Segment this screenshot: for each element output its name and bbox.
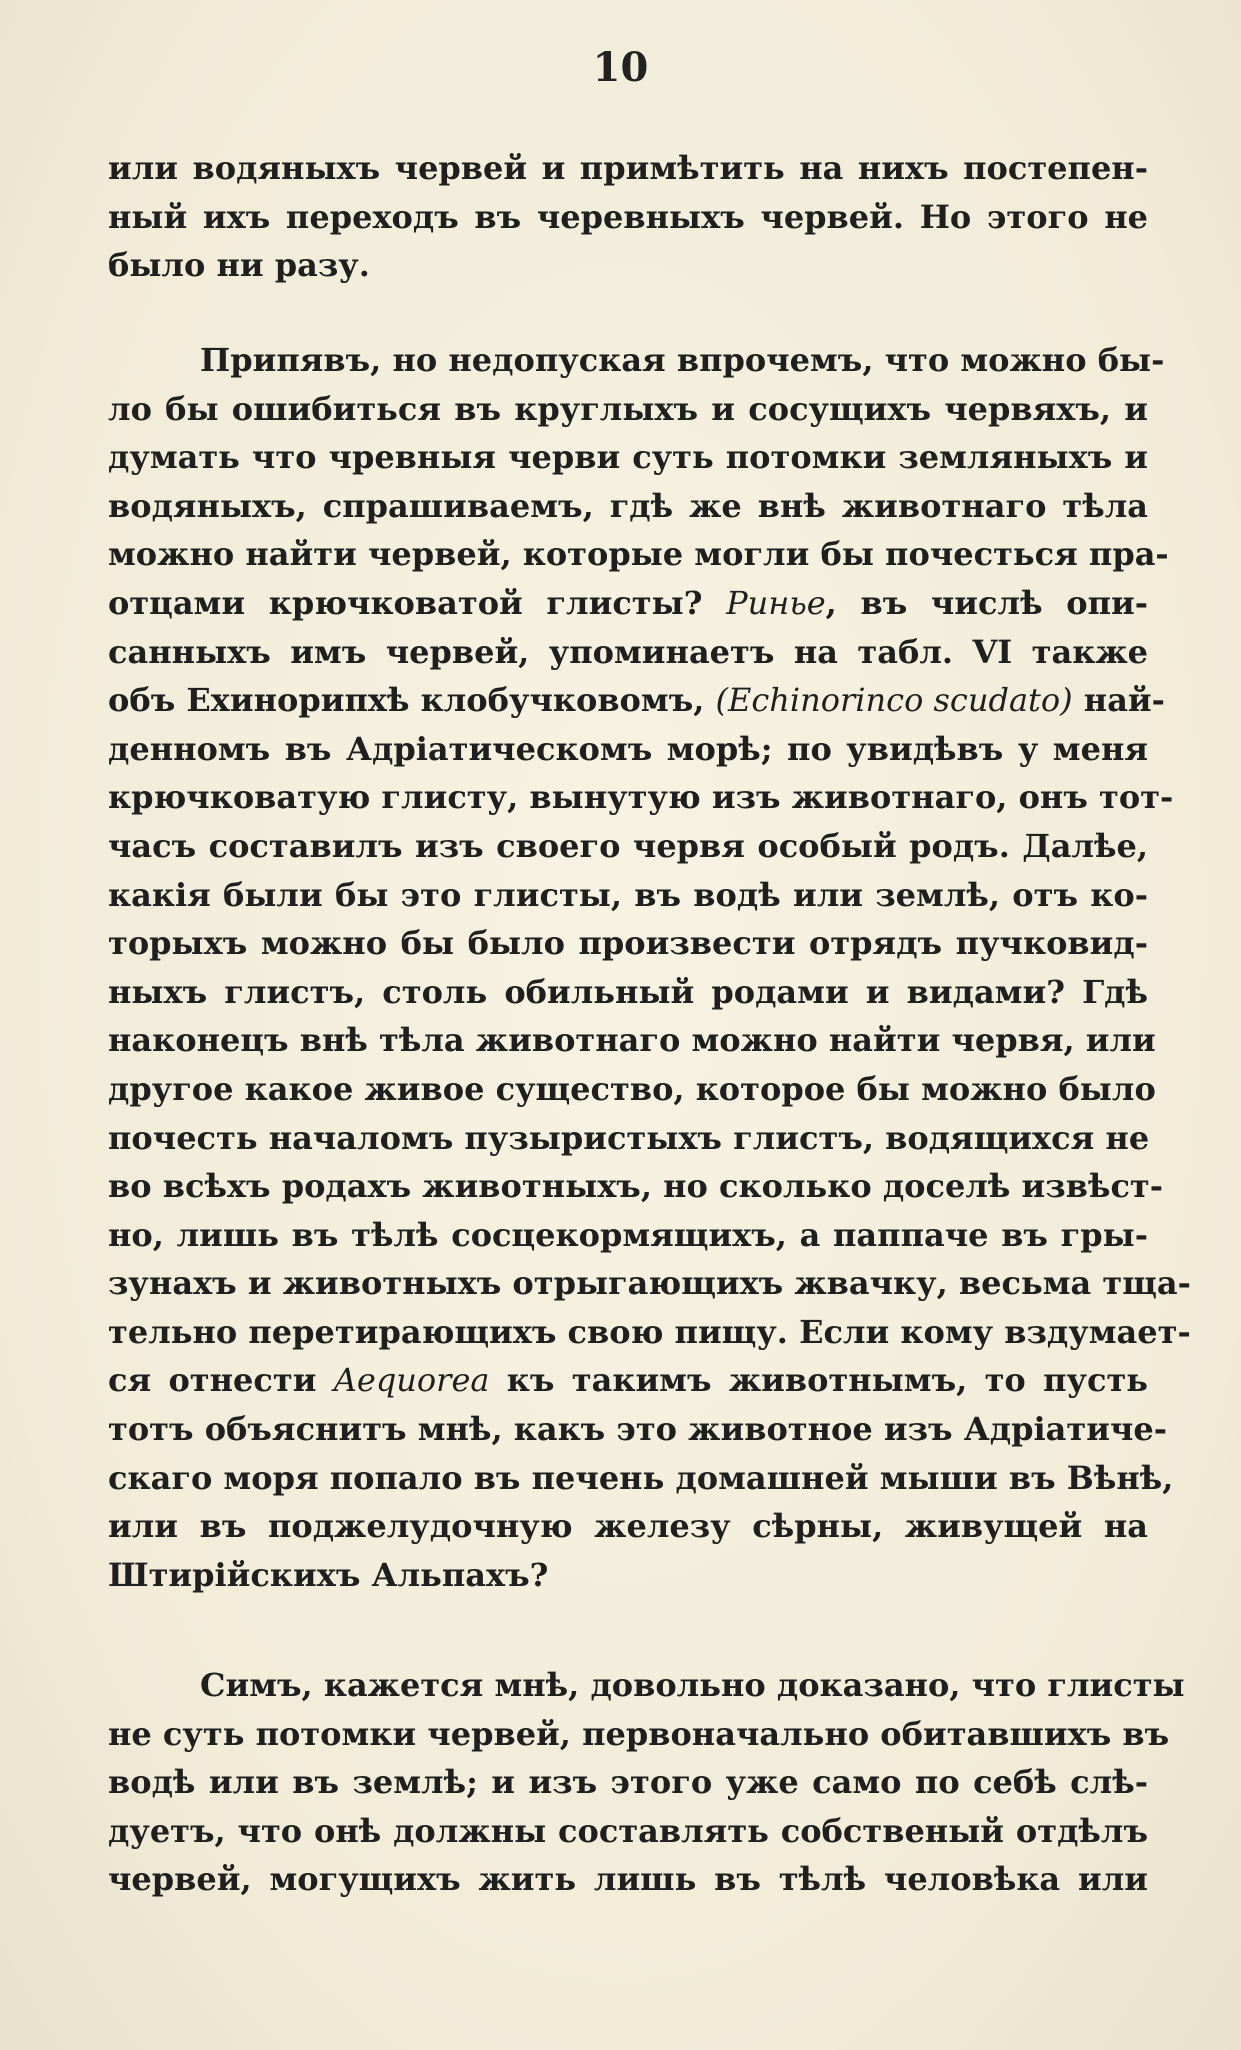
text-line: но, лишь въ тѣлѣ сосцекормящихъ, а паппаче въ гры- (108, 1215, 1148, 1254)
text-line: или въ поджелудочную железу сѣрны, живущей на (108, 1507, 1148, 1546)
text-line: Симъ, кажется мнѣ, довольно доказано, что глисты (200, 1666, 1185, 1704)
text-line: отцами крючковатой глисты? Ринье, въ числѣ опи- (108, 583, 1148, 622)
text-line: ся отнести Aequorea къ такимъ животнымъ, то пусть (108, 1361, 1149, 1400)
text-line: червей, могущихъ жить лишь въ тѣлѣ человѣка или (108, 1860, 1148, 1899)
text-line: водѣ или въ землѣ; и изъ этого уже само по себѣ слѣ- (108, 1763, 1148, 1802)
text-line: дуетъ, что онѣ должны составлять собственый отдѣлъ (108, 1811, 1148, 1850)
page-number: 10 (592, 44, 649, 91)
text-line: другое какое живое существо, которое бы можно было (108, 1069, 1156, 1108)
text-line: ныхъ глистъ, столь обильный родами и видами? Гдѣ (108, 972, 1148, 1011)
italic-term: (Echinorinco scudato) (715, 681, 1073, 720)
text-line: скаго моря попало въ печень домашней мыши въ Вѣнѣ, (108, 1458, 1174, 1497)
text-line: денномъ въ Адріатическомъ морѣ; по увидѣвъ у меня (108, 729, 1148, 768)
text-line: Штирійскихъ Альпахъ? (108, 1555, 549, 1594)
text-line: объ Ехинорипхѣ клобучковомъ, (Echinorinco scudato) най- (108, 681, 1165, 720)
paragraph-1 (108, 144, 1148, 290)
text-line: думать что чревныя черви суть потомки земляныхъ и (108, 438, 1148, 477)
text-line: наконецъ внѣ тѣла животнаго можно найти червя, или (108, 1021, 1156, 1060)
text-line: торыхъ можно бы было произвести отрядъ пучковид- (108, 924, 1148, 963)
paragraph-3 (108, 1661, 1185, 1904)
text-line: тельно перетирающихъ свою пищу. Если кому вздумает- (108, 1312, 1191, 1351)
text-line: было ни разу. (108, 246, 370, 285)
text-line: крючковатую глисту, вынутую изъ животнаго, онъ тот- (108, 778, 1174, 817)
paragraph-2 (108, 336, 1191, 1599)
text-line: какія были бы это глисты, въ водѣ или землѣ, отъ ко- (108, 875, 1148, 914)
text-line: зунахъ и животныхъ отрыгающихъ жвачку, весьма тща- (108, 1264, 1191, 1303)
text-line: ло бы ошибиться въ круглыхъ и сосущихъ червяхъ, и (108, 389, 1148, 428)
italic-term: Aequorea (333, 1361, 490, 1400)
italic-term: Ринье (726, 583, 826, 622)
text-line: часъ составилъ изъ своего червя особый родъ. Далѣе, (108, 826, 1148, 865)
text-line: во всѣхъ родахъ животныхъ, но сколько доселѣ извѣст- (108, 1167, 1164, 1206)
text-line: Припявъ, но недопуская впрочемъ, что можно бы- (200, 341, 1165, 379)
text-line: водяныхъ, спрашиваемъ, гдѣ же внѣ животнаго тѣла (108, 486, 1148, 525)
text-line: можно найти червей, которые могли бы почесться пра- (108, 535, 1169, 574)
text-line: ный ихъ переходъ въ черевныхъ червей. Но этого не (108, 197, 1148, 236)
text-line: почесть началомъ пузыристыхъ глистъ, водящихся не (108, 1118, 1150, 1157)
text-line: санныхъ имъ червей, упоминаетъ на табл. VI также (108, 632, 1148, 671)
text-line: или водяныхъ червей и примѣтить на нихъ постепен- (108, 149, 1148, 187)
text-line: тотъ объяснитъ мнѣ, какъ это животное изъ Адріатиче- (108, 1410, 1167, 1449)
text-line: не суть потомки червей, первоначально обитавшихъ въ (108, 1714, 1170, 1753)
